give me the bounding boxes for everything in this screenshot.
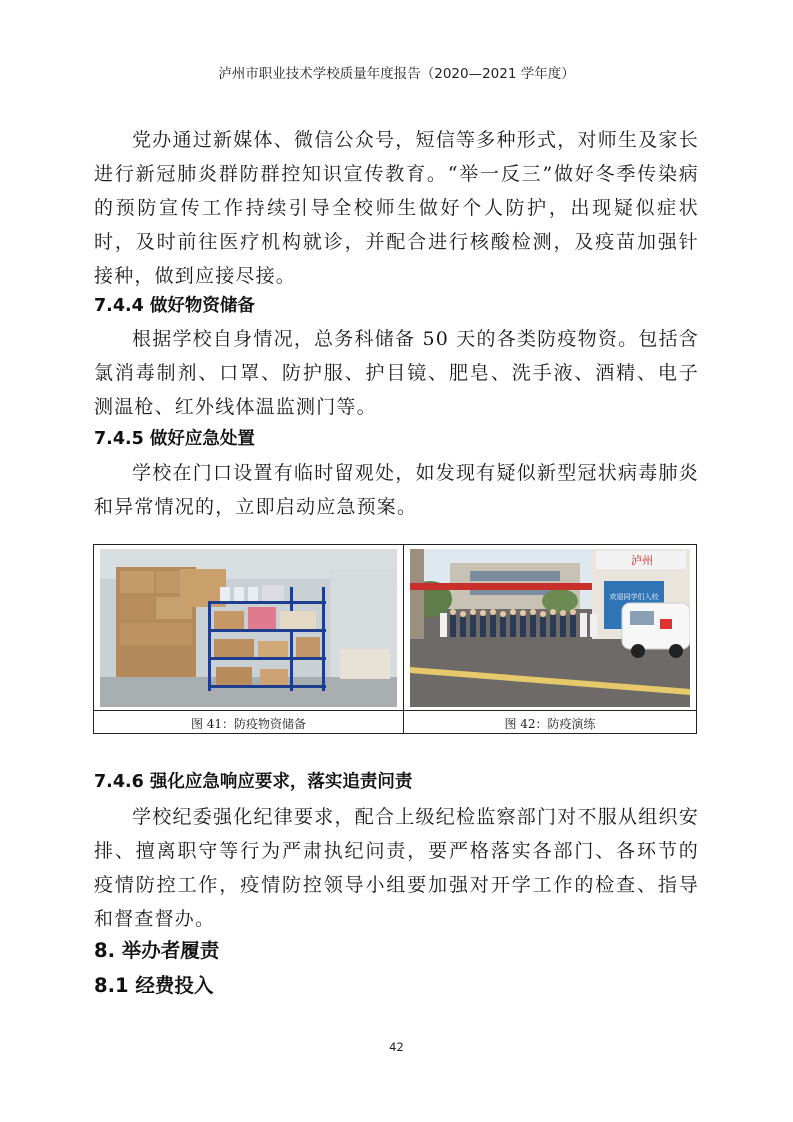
- figure-divider: [403, 545, 404, 734]
- photo-epidemic-drill: [410, 549, 690, 707]
- figure-caption-row: [94, 710, 696, 734]
- heading-7-4-4: 7.4.4 做好物资储备: [94, 296, 255, 316]
- page-header: 泸州市职业技术学校质量年度报告（2020—2021 学年度）: [218, 66, 575, 82]
- drill-sign-text: 欢迎同学们入校: [609, 593, 659, 601]
- page-number: 42: [389, 1040, 404, 1054]
- heading-8-1: 8.1 经费投入: [94, 974, 214, 997]
- svg-text:泸州: 泸州: [631, 554, 653, 567]
- heading-7-4-5: 7.4.5 做好应急处置: [94, 429, 255, 449]
- paragraph-emergency: 学校在门口设置有临时留观处，如发现有疑似新型冠状病毒肺炎和异常情况的，立即启动应急预案。: [94, 462, 699, 518]
- caption-fig41: 图 41：防疫物资储备: [190, 717, 307, 731]
- heading-7-4-6: 7.4.6 强化应急响应要求，落实追责问责: [94, 772, 413, 792]
- caption-fig42: 图 42：防疫演练: [504, 717, 596, 731]
- paragraph-accountability: 学校纪委强化纪律要求，配合上级纪检监察部门对不服从组织安排、擅离职守等行为严肃执纪问责，要严格落实各部门、各环节的疫情防控工作，疫情防控领导小组要加强对开学工作的检查、指导和督查督办。: [94, 806, 699, 930]
- heading-8: 8. 举办者履责: [94, 939, 220, 962]
- paragraph-supplies: 根据学校自身情况，总务科储备 50 天的各类防疫物资。包括含氯消毒制剂、口罩、防护服、护目镜、肥皂、洗手液、酒精、电子测温枪、红外线体温监测门等。: [94, 328, 699, 418]
- figure-table: [93, 544, 697, 734]
- photo-supplies-storage: [100, 549, 397, 707]
- paragraph-publicity: 党办通过新媒体、微信公众号，短信等多种形式，对师生及家长进行新冠肺炎群防群控知识宣传教育。“举一反三”做好冬季传染病的预防宣传工作持续引导全校师生做好个人防护，出现疑似症状时，及时前往医疗机构就诊，并配合进行核酸检测，及疫苗加强针接种，做到应接尽接。: [94, 129, 699, 287]
